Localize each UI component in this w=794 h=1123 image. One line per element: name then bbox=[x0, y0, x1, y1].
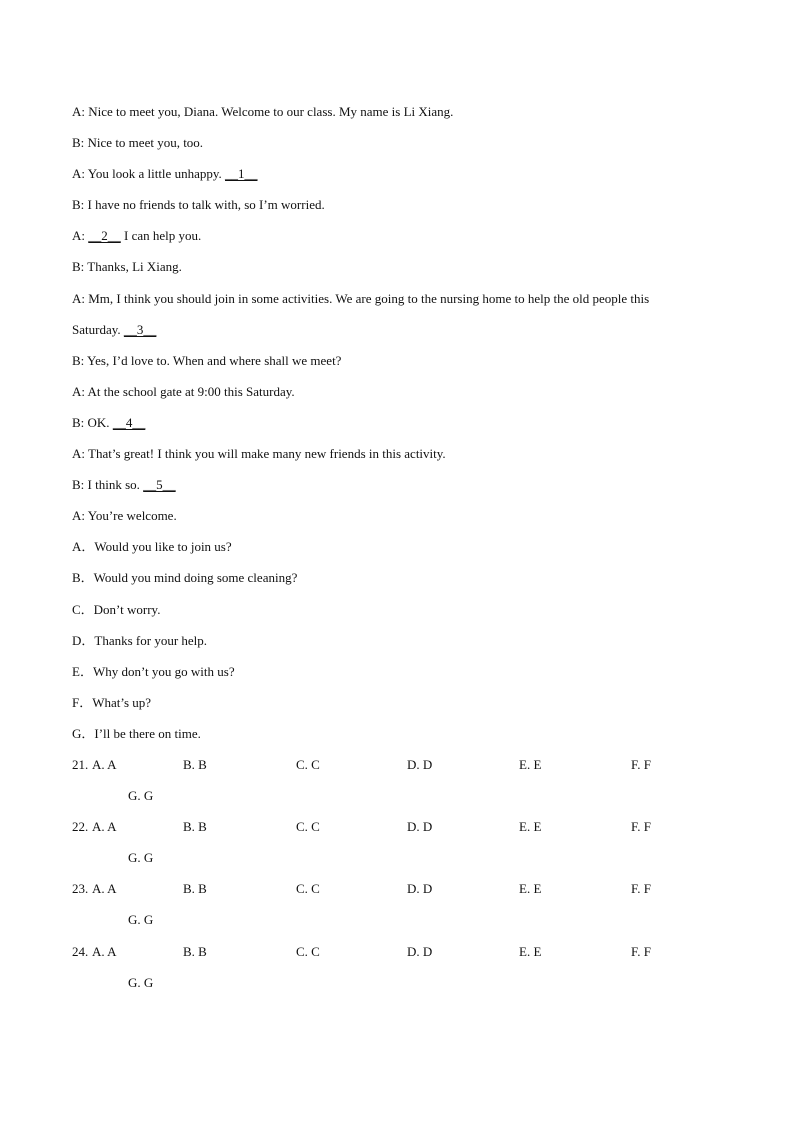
option-item: E．Why don’t you go with us? bbox=[72, 663, 235, 679]
option-item: A．Would you like to join us? bbox=[72, 539, 232, 555]
dialogue-line bbox=[72, 500, 722, 531]
choice-c[interactable]: C. C bbox=[296, 943, 320, 959]
dialogue-line bbox=[72, 438, 722, 469]
dialogue-text: B: Nice to meet you, too. bbox=[72, 135, 204, 151]
dialogue-text: B: Thanks, Li Xiang. bbox=[72, 259, 182, 275]
choice-row bbox=[72, 811, 722, 842]
dialogue-text: A: You look a little unhappy. bbox=[72, 166, 225, 182]
option-item: G．I’ll be there on time. bbox=[72, 725, 201, 741]
option-list bbox=[72, 531, 722, 749]
choice-g[interactable]: G. G bbox=[128, 850, 154, 866]
answer-blank-5: __5__ bbox=[143, 477, 176, 493]
answer-blank-4: __4__ bbox=[112, 414, 146, 430]
dialogue-text: Saturday. bbox=[72, 321, 124, 337]
dialogue-line bbox=[72, 376, 722, 407]
dialogue-text: A: At the school gate at 9:00 this Saturday. bbox=[72, 383, 295, 399]
choice-a[interactable]: A. A bbox=[92, 943, 117, 959]
choice-row bbox=[72, 967, 722, 998]
dialogue-line bbox=[72, 158, 722, 189]
choice-row bbox=[72, 749, 722, 780]
choice-e[interactable]: E. E bbox=[519, 881, 542, 897]
choice-f[interactable]: F. F bbox=[631, 756, 651, 772]
choice-g[interactable]: G. G bbox=[128, 974, 154, 990]
choice-row bbox=[72, 842, 722, 873]
dialogue-line bbox=[72, 469, 722, 500]
dialogue-text: A: Mm, I think you should join in some activities. We are going to the nursing home to help the old people this bbox=[72, 290, 650, 306]
dialogue-line bbox=[72, 251, 722, 282]
dialogue-line bbox=[72, 189, 722, 220]
dialogue-text: A: Nice to meet you, Diana. Welcome to our class. My name is Li Xiang. bbox=[72, 104, 454, 119]
option-item: F．What’s up? bbox=[72, 694, 152, 710]
choice-e[interactable]: E. E bbox=[519, 943, 542, 959]
dialogue-line bbox=[72, 96, 722, 127]
choice-e[interactable]: E. E bbox=[519, 819, 542, 835]
choice-row bbox=[72, 936, 722, 967]
dialogue-text: I can help you. bbox=[120, 228, 202, 244]
dialogue-line bbox=[72, 220, 722, 251]
dialogue-line bbox=[72, 345, 722, 376]
option-item: B．Would you mind doing some cleaning? bbox=[72, 570, 298, 586]
choice-f[interactable]: F. F bbox=[631, 943, 651, 959]
choice-row bbox=[72, 904, 722, 935]
choice-d[interactable]: D. D bbox=[407, 819, 433, 835]
choice-c[interactable]: C. C bbox=[296, 881, 320, 897]
choice-a[interactable]: A. A bbox=[92, 881, 117, 897]
question-21 bbox=[72, 749, 722, 811]
dialogue bbox=[72, 96, 722, 531]
choice-b[interactable]: B. B bbox=[183, 819, 207, 835]
choice-row bbox=[72, 873, 722, 904]
choice-b[interactable]: B. B bbox=[183, 943, 207, 959]
question-22 bbox=[72, 811, 722, 873]
dialogue-line bbox=[72, 407, 722, 438]
dialogue-text: B: I have no friends to talk with, so I’m worried. bbox=[72, 197, 325, 213]
dialogue-line bbox=[72, 314, 722, 345]
document-page bbox=[72, 96, 722, 998]
option-item: C．Don’t worry. bbox=[72, 601, 161, 617]
question-24 bbox=[72, 936, 722, 998]
choice-b[interactable]: B. B bbox=[183, 756, 207, 772]
question-number: 22. bbox=[72, 819, 89, 835]
question-number: 21. bbox=[72, 756, 89, 772]
option-item: D．Thanks for your help. bbox=[72, 632, 208, 648]
choice-d[interactable]: D. D bbox=[407, 943, 433, 959]
choice-d[interactable]: D. D bbox=[407, 756, 433, 772]
answer-blank-3: __3__ bbox=[123, 321, 157, 337]
choice-f[interactable]: F. F bbox=[631, 819, 651, 835]
answer-blank-1: __1__ bbox=[225, 166, 258, 182]
choice-d[interactable]: D. D bbox=[407, 881, 433, 897]
question-list bbox=[72, 749, 722, 998]
question-23 bbox=[72, 873, 722, 935]
dialogue-text: B: OK. bbox=[72, 414, 113, 430]
choice-g[interactable]: G. G bbox=[128, 788, 154, 804]
dialogue-text: B: I think so. bbox=[72, 477, 144, 493]
question-number: 23. bbox=[72, 881, 89, 897]
choice-e[interactable]: E. E bbox=[519, 756, 542, 772]
dialogue-line bbox=[72, 127, 722, 158]
choice-g[interactable]: G. G bbox=[128, 912, 154, 928]
dialogue-text: A: You’re welcome. bbox=[72, 508, 177, 524]
choice-a[interactable]: A. A bbox=[92, 819, 117, 835]
choice-c[interactable]: C. C bbox=[296, 819, 320, 835]
dialogue-text: A: That’s great! I think you will make many new friends in this activity. bbox=[72, 446, 446, 462]
choice-f[interactable]: F. F bbox=[631, 881, 651, 897]
dialogue-line bbox=[72, 283, 722, 314]
question-number: 24. bbox=[72, 943, 89, 959]
choice-b[interactable]: B. B bbox=[183, 881, 207, 897]
choice-row bbox=[72, 780, 722, 811]
answer-blank-2: __2__ bbox=[88, 228, 121, 244]
dialogue-text: B: Yes, I’d love to. When and where shall we meet? bbox=[72, 352, 342, 368]
choice-a[interactable]: A. A bbox=[92, 756, 117, 772]
dialogue-text: A: bbox=[72, 228, 89, 244]
choice-c[interactable]: C. C bbox=[296, 756, 320, 772]
